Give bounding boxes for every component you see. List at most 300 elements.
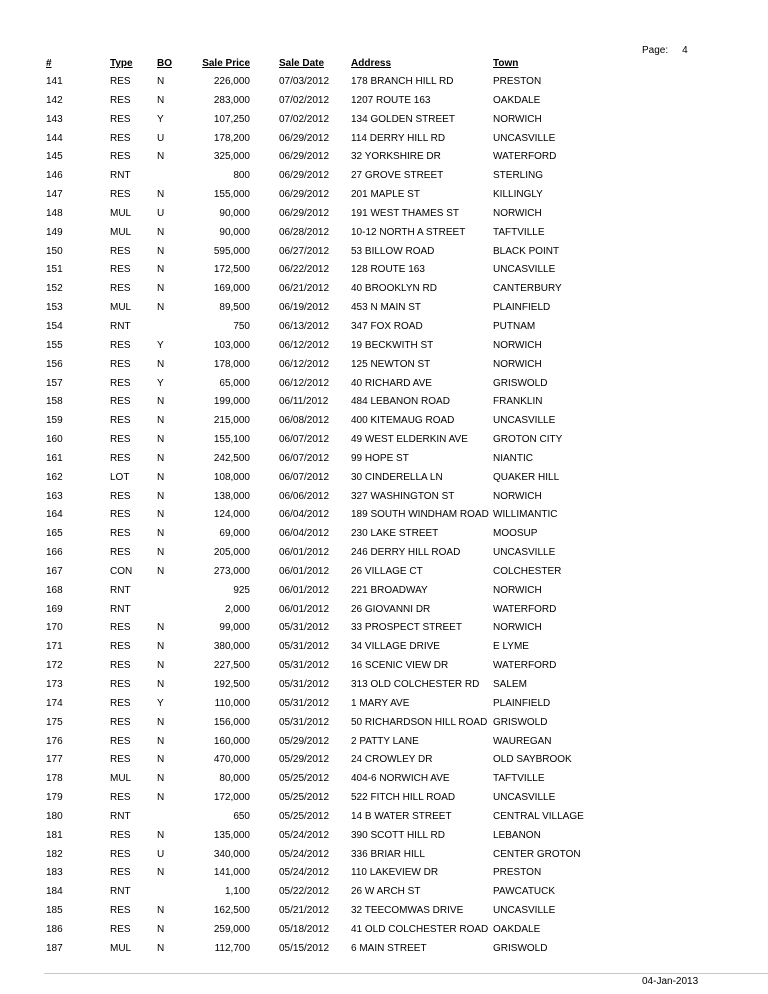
table-row (0, 657, 600, 676)
table-row (0, 883, 600, 902)
sale-price-cell: 215,000 (213, 415, 250, 427)
bo-flag-cell: N (157, 905, 165, 917)
town-cell: NORWICH (493, 584, 542, 596)
sale-date-cell: 06/22/2012 (279, 264, 330, 276)
town-cell: NORWICH (493, 490, 542, 502)
town-cell: WATERFORD (493, 151, 557, 163)
sale-date-cell: 05/22/2012 (279, 886, 330, 898)
sale-date-cell: 06/01/2012 (279, 603, 330, 615)
property-type-cell: RES (110, 923, 131, 935)
column-header-number: # (46, 58, 52, 69)
sale-price-cell: 380,000 (213, 641, 250, 653)
sale-date-cell: 06/27/2012 (279, 245, 330, 257)
property-type-cell: MUL (110, 226, 132, 238)
row-number-cell: 152 (46, 283, 63, 295)
table-row (0, 582, 600, 601)
property-type-cell: RNT (110, 886, 131, 898)
property-type-cell: RES (110, 622, 131, 634)
row-number-cell: 168 (46, 584, 63, 596)
bo-flag-cell: U (157, 132, 165, 144)
row-number-cell: 160 (46, 434, 63, 446)
bo-flag-cell: Y (157, 113, 164, 125)
table-row (0, 186, 600, 205)
property-type-cell: RNT (110, 603, 131, 615)
address-cell: 53 BILLOW ROAD (351, 245, 435, 257)
town-cell: QUAKER HILL (493, 471, 560, 483)
sale-price-cell: 112,700 (214, 942, 250, 954)
row-number-cell: 167 (46, 565, 63, 577)
table-row (0, 280, 600, 299)
bo-flag-cell: N (157, 434, 165, 446)
property-type-cell: MUL (110, 942, 132, 954)
column-header-town: Town (493, 58, 519, 69)
sale-date-cell: 05/15/2012 (279, 942, 330, 954)
sale-date-cell: 07/03/2012 (279, 76, 330, 87)
row-number-cell: 175 (46, 716, 63, 728)
address-cell: 327 WASHINGTON ST (351, 490, 455, 502)
table-row (0, 714, 600, 733)
column-header-bo: BO (157, 58, 172, 69)
property-type-cell: RES (110, 113, 131, 125)
table-row (0, 695, 600, 714)
town-cell: PLAINFIELD (493, 302, 551, 314)
table-row (0, 506, 600, 525)
sale-price-cell: 107,250 (213, 113, 250, 125)
sale-date-cell: 05/31/2012 (279, 679, 330, 690)
bo-flag-cell: N (157, 490, 165, 502)
bo-flag-cell: N (157, 792, 165, 804)
sale-price-cell: 89,500 (219, 302, 250, 314)
bo-flag-cell: N (157, 76, 165, 87)
town-cell: UNCASVILLE (493, 792, 556, 804)
table-row (0, 808, 600, 827)
address-cell: 404-6 NORWICH AVE (351, 773, 450, 785)
property-type-cell: RNT (110, 810, 131, 822)
bo-flag-cell: N (157, 660, 165, 672)
table-row (0, 393, 600, 412)
address-cell: 484 LEBANON ROAD (351, 396, 450, 408)
table-row (0, 940, 600, 959)
bo-flag-cell (156, 167, 200, 186)
sale-date-cell: 06/01/2012 (279, 584, 330, 596)
sale-price-cell: 99,000 (219, 622, 250, 634)
sale-price-cell: 199,000 (213, 396, 250, 408)
town-cell: WATERFORD (493, 603, 557, 615)
property-type-cell: RES (110, 867, 131, 879)
property-type-cell: RES (110, 452, 131, 464)
sale-date-cell: 07/02/2012 (279, 113, 330, 125)
bo-flag-cell: N (157, 358, 165, 370)
row-number-cell: 142 (46, 94, 63, 106)
town-cell: NIANTIC (493, 452, 533, 464)
address-cell: 336 BRIAR HILL (351, 848, 425, 860)
town-cell: UNCASVILLE (493, 415, 556, 427)
sale-date-cell: 05/31/2012 (279, 622, 330, 634)
table-row (0, 73, 600, 92)
sale-price-cell: 178,200 (213, 132, 250, 144)
sale-date-cell: 06/08/2012 (279, 415, 330, 427)
property-type-cell: RES (110, 547, 131, 559)
sale-date-cell: 05/31/2012 (279, 641, 330, 653)
town-cell: NORWICH (493, 339, 542, 351)
property-type-cell: RES (110, 754, 131, 766)
sale-price-cell: 172,500 (213, 264, 250, 276)
bo-flag-cell: N (157, 189, 165, 201)
table-row (0, 431, 600, 450)
address-cell: 40 BROOKLYN RD (351, 283, 437, 295)
address-cell: 27 GROVE STREET (351, 170, 444, 182)
table-row (0, 111, 600, 130)
table-row (0, 827, 600, 846)
sale-price-cell: 800 (233, 170, 250, 182)
table-row (0, 921, 600, 940)
table-row (0, 92, 600, 111)
sale-price-cell: 103,000 (213, 339, 250, 351)
property-type-cell: RES (110, 716, 131, 728)
table-row (0, 450, 600, 469)
row-number-cell: 154 (46, 320, 63, 332)
sale-price-cell: 650 (233, 810, 250, 822)
sale-date-cell: 06/29/2012 (279, 132, 330, 144)
address-cell: 189 SOUTH WINDHAM ROAD (351, 509, 489, 521)
bo-flag-cell: N (157, 622, 165, 634)
property-type-cell: RNT (110, 584, 131, 596)
row-number-cell: 173 (46, 679, 63, 690)
column-header-address: Address (351, 58, 392, 69)
table-row (0, 846, 600, 865)
sale-price-cell: 325,000 (213, 151, 250, 163)
row-number-cell: 179 (46, 792, 63, 804)
table-header-row (0, 55, 600, 73)
address-cell: 178 BRANCH HILL RD (351, 76, 454, 87)
sale-price-cell: 135,000 (213, 829, 250, 841)
town-cell: NORWICH (493, 207, 542, 219)
address-cell: 32 TEECOMWAS DRIVE (351, 905, 464, 917)
town-cell: OAKDALE (493, 923, 541, 935)
address-cell: 110 LAKEVIEW DR (351, 867, 439, 879)
table-row (0, 902, 600, 921)
row-number-cell: 161 (46, 452, 63, 464)
sale-date-cell: 05/24/2012 (279, 829, 330, 841)
sale-date-cell: 05/31/2012 (279, 697, 330, 709)
town-cell: PLAINFIELD (493, 697, 551, 709)
sale-price-cell: 595,000 (213, 245, 250, 257)
town-cell: WATERFORD (493, 660, 557, 672)
table-row (0, 676, 600, 695)
table-row (0, 318, 600, 337)
address-cell: 26 VILLAGE CT (351, 565, 423, 577)
property-type-cell: RES (110, 358, 131, 370)
table-row (0, 601, 600, 620)
address-cell: 19 BECKWITH ST (351, 339, 434, 351)
town-cell: GRISWOLD (493, 716, 548, 728)
bo-flag-cell: N (157, 509, 165, 521)
table-row (0, 488, 600, 507)
table-row (0, 864, 600, 883)
town-cell: SALEM (493, 679, 527, 690)
sale-date-cell: 05/29/2012 (279, 754, 330, 766)
table-row (0, 243, 600, 262)
sale-date-cell: 06/29/2012 (279, 151, 330, 163)
sale-price-cell: 178,000 (213, 358, 250, 370)
address-cell: 1 MARY AVE (351, 697, 410, 709)
table-row (0, 733, 600, 752)
town-cell: UNCASVILLE (493, 547, 556, 559)
property-type-cell: RES (110, 151, 131, 163)
sale-date-cell: 06/29/2012 (279, 189, 330, 201)
row-number-cell: 169 (46, 603, 63, 615)
table-row (0, 770, 600, 789)
bo-flag-cell: N (157, 773, 165, 785)
bo-flag-cell (156, 808, 200, 827)
table-row (0, 638, 600, 657)
address-cell: 34 VILLAGE DRIVE (351, 641, 440, 653)
address-cell: 10-12 NORTH A STREET (351, 226, 466, 238)
address-cell: 32 YORKSHIRE DR (351, 151, 441, 163)
footer-divider (44, 973, 768, 974)
sale-date-cell: 06/13/2012 (279, 320, 330, 332)
table-row (0, 167, 600, 186)
bo-flag-cell (156, 582, 200, 601)
row-number-cell: 181 (46, 829, 63, 841)
address-cell: 400 KITEMAUG ROAD (351, 415, 455, 427)
sale-price-cell: 90,000 (219, 207, 250, 219)
sale-price-cell: 160,000 (213, 735, 250, 747)
property-type-cell: RES (110, 660, 131, 672)
row-number-cell: 183 (46, 867, 63, 879)
sale-date-cell: 05/31/2012 (279, 716, 330, 728)
bo-flag-cell: N (157, 547, 165, 559)
bo-flag-cell: N (157, 264, 165, 276)
sale-price-cell: 192,500 (213, 679, 250, 690)
table-row (0, 412, 600, 431)
column-header-sale-date: Sale Date (279, 58, 325, 69)
sale-date-cell: 06/07/2012 (279, 434, 330, 446)
bo-flag-cell (156, 883, 200, 902)
row-number-cell: 177 (46, 754, 63, 766)
bo-flag-cell: N (157, 302, 165, 314)
address-cell: 41 OLD COLCHESTER ROAD (351, 923, 489, 935)
town-cell: CENTER GROTON (493, 848, 581, 860)
sale-price-cell: 340,000 (213, 848, 250, 860)
town-cell: UNCASVILLE (493, 264, 556, 276)
row-number-cell: 153 (46, 302, 63, 314)
bo-flag-cell: N (157, 565, 165, 577)
sale-date-cell: 05/24/2012 (279, 848, 330, 860)
sale-price-cell: 227,500 (213, 660, 250, 672)
page-label: Page: (642, 45, 669, 56)
column-header-sale-price: Sale Price (202, 58, 250, 69)
table-row (0, 563, 600, 582)
row-number-cell: 186 (46, 923, 63, 935)
bo-flag-cell: N (157, 471, 165, 483)
row-number-cell: 163 (46, 490, 63, 502)
property-type-cell: MUL (110, 207, 132, 219)
sale-price-cell: 124,000 (213, 509, 250, 521)
row-number-cell: 146 (46, 170, 63, 182)
row-number-cell: 158 (46, 396, 63, 408)
bo-flag-cell: U (157, 207, 165, 219)
row-number-cell: 149 (46, 226, 63, 238)
address-cell: 128 ROUTE 163 (351, 264, 425, 276)
sale-date-cell: 06/12/2012 (279, 377, 330, 389)
address-cell: 522 FITCH HILL ROAD (351, 792, 456, 804)
address-cell: 246 DERRY HILL ROAD (351, 547, 461, 559)
property-type-cell: RES (110, 679, 131, 690)
sale-date-cell: 05/25/2012 (279, 810, 330, 822)
address-cell: 24 CROWLEY DR (351, 754, 433, 766)
town-cell: GRISWOLD (493, 942, 548, 954)
sale-date-cell: 05/18/2012 (279, 923, 330, 935)
table-row (0, 205, 600, 224)
bo-flag-cell: N (157, 829, 165, 841)
sale-date-cell: 06/28/2012 (279, 226, 330, 238)
page-indicator (642, 45, 688, 56)
row-number-cell: 147 (46, 189, 63, 201)
table-row (0, 148, 600, 167)
sale-price-cell: 80,000 (219, 773, 250, 785)
property-type-cell: RES (110, 76, 131, 87)
row-number-cell: 184 (46, 886, 63, 898)
address-cell: 134 GOLDEN STREET (351, 113, 455, 125)
row-number-cell: 157 (46, 377, 63, 389)
address-cell: 114 DERRY HILL RD (351, 132, 446, 144)
table-row (0, 619, 600, 638)
sale-date-cell: 05/25/2012 (279, 773, 330, 785)
bo-flag-cell: N (157, 754, 165, 766)
row-number-cell: 144 (46, 132, 63, 144)
town-cell: WILLIMANTIC (493, 509, 558, 521)
address-cell: 26 W ARCH ST (351, 886, 421, 898)
town-cell: UNCASVILLE (493, 905, 556, 917)
property-type-cell: RES (110, 132, 131, 144)
town-cell: PRESTON (493, 867, 542, 879)
sale-price-cell: 205,000 (213, 547, 250, 559)
address-cell: 230 LAKE STREET (351, 528, 439, 540)
sale-date-cell: 05/24/2012 (279, 867, 330, 879)
town-cell: PUTNAM (493, 320, 536, 332)
sale-price-cell: 242,500 (213, 452, 250, 464)
table-row (0, 337, 600, 356)
town-cell: CENTRAL VILLAGE (493, 810, 584, 822)
property-type-cell: CON (110, 565, 133, 577)
town-cell: CANTERBURY (493, 283, 562, 295)
table-row (0, 751, 600, 770)
table-row (0, 261, 600, 280)
town-cell: GROTON CITY (493, 434, 563, 446)
sale-date-cell: 06/01/2012 (279, 547, 330, 559)
row-number-cell: 185 (46, 905, 63, 917)
sale-date-cell: 05/21/2012 (279, 905, 330, 917)
sale-date-cell: 05/31/2012 (279, 660, 330, 672)
sale-price-cell: 65,000 (219, 377, 250, 389)
sale-price-cell: 141,000 (213, 867, 250, 879)
town-cell: OAKDALE (493, 94, 541, 106)
row-number-cell: 180 (46, 810, 63, 822)
bo-flag-cell (156, 601, 200, 620)
bo-flag-cell: N (157, 641, 165, 653)
town-cell: COLCHESTER (493, 565, 562, 577)
town-cell: E LYME (493, 641, 529, 653)
town-cell: NORWICH (493, 358, 542, 370)
property-type-cell: RNT (110, 320, 131, 332)
sale-date-cell: 05/25/2012 (279, 792, 330, 804)
bo-flag-cell (156, 318, 200, 337)
bo-flag-cell: N (157, 735, 165, 747)
address-cell: 453 N MAIN ST (351, 302, 422, 314)
sale-price-cell: 1,100 (224, 886, 250, 898)
row-number-cell: 165 (46, 528, 63, 540)
property-type-cell: RES (110, 641, 131, 653)
property-type-cell: RES (110, 283, 131, 295)
address-cell: 125 NEWTON ST (351, 358, 431, 370)
property-type-cell: LOT (110, 471, 130, 483)
row-number-cell: 151 (46, 264, 63, 276)
row-number-cell: 143 (46, 113, 63, 125)
address-cell: 221 BROADWAY (351, 584, 428, 596)
property-type-cell: MUL (110, 773, 132, 785)
row-number-cell: 145 (46, 151, 63, 163)
bo-flag-cell: Y (157, 339, 164, 351)
address-cell: 6 MAIN STREET (351, 942, 427, 954)
property-type-cell: RES (110, 377, 131, 389)
sale-date-cell: 06/29/2012 (279, 207, 330, 219)
town-cell: PAWCATUCK (493, 886, 556, 898)
property-type-cell: RES (110, 528, 131, 540)
sale-date-cell: 06/29/2012 (279, 170, 330, 182)
sale-date-cell: 06/12/2012 (279, 339, 330, 351)
property-type-cell: RES (110, 245, 131, 257)
row-number-cell: 171 (46, 641, 63, 653)
address-cell: 26 GIOVANNI DR (351, 603, 431, 615)
sale-price-cell: 169,000 (213, 283, 250, 295)
sale-price-cell: 156,000 (213, 716, 250, 728)
sale-price-cell: 110,000 (214, 697, 250, 709)
property-type-cell: MUL (110, 302, 132, 314)
bo-flag-cell: N (157, 867, 165, 879)
property-type-cell: RES (110, 735, 131, 747)
sale-price-cell: 2,000 (224, 603, 250, 615)
sale-price-cell: 273,000 (213, 565, 250, 577)
row-number-cell: 162 (46, 471, 63, 483)
sale-price-cell: 155,100 (213, 434, 250, 446)
address-cell: 201 MAPLE ST (351, 189, 420, 201)
sales-table (0, 55, 600, 959)
sale-date-cell: 05/29/2012 (279, 735, 330, 747)
sale-date-cell: 06/11/2012 (279, 396, 329, 408)
bo-flag-cell: N (157, 396, 165, 408)
row-number-cell: 159 (46, 415, 63, 427)
bo-flag-cell: N (157, 94, 165, 106)
row-number-cell: 176 (46, 735, 63, 747)
town-cell: MOOSUP (493, 528, 538, 540)
row-number-cell: 187 (46, 942, 63, 954)
town-cell: GRISWOLD (493, 377, 548, 389)
town-cell: STERLING (493, 170, 544, 182)
bo-flag-cell: U (157, 848, 165, 860)
table-body (0, 73, 600, 959)
row-number-cell: 166 (46, 547, 63, 559)
property-type-cell: RES (110, 792, 131, 804)
town-cell: TAFTVILLE (493, 226, 545, 238)
row-number-cell: 150 (46, 245, 63, 257)
sale-date-cell: 06/04/2012 (279, 509, 330, 521)
table-row (0, 299, 600, 318)
sale-date-cell: 06/19/2012 (279, 302, 330, 314)
property-type-cell: RES (110, 339, 131, 351)
town-cell: BLACK POINT (493, 245, 560, 257)
property-type-cell: RES (110, 829, 131, 841)
